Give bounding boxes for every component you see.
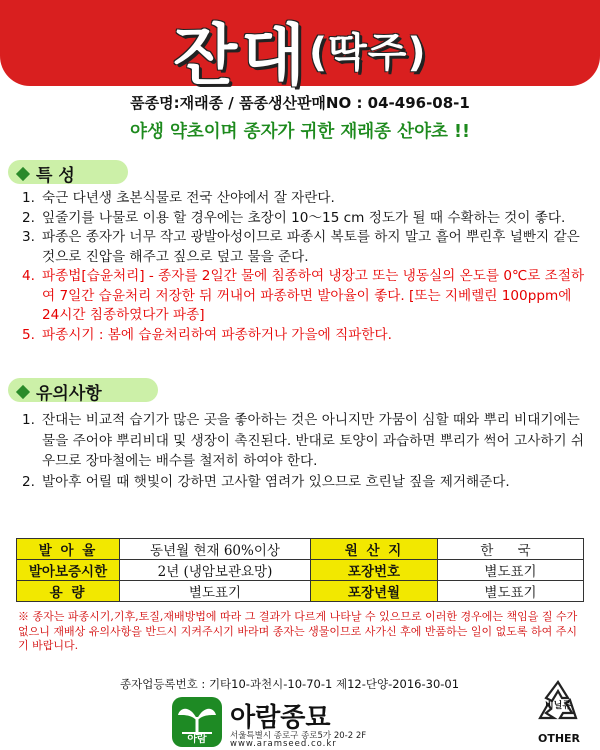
company-url: www.aramseed.co.kr xyxy=(230,739,337,749)
feature-num: 5. xyxy=(22,326,35,343)
caution-item-1 xyxy=(22,410,586,472)
cautions-heading-label: 유의사항 xyxy=(36,384,102,404)
table-label: 발 아 율 xyxy=(17,539,120,560)
disclaimer-notice: ※ 종자는 파종시기,기후,토질,재배방법에 따라 그 결과가 다르게 나타날 수 있으므로 이러한 경우에는 책임을 질 수가 없으니 재배상 유의사항을 반드시 지켜주시기 바라며 종자는 생물이므로 사가신 후에 반품하는 일이 없도록 하여 주시기 바랍니다. xyxy=(18,610,578,652)
diamond-icon xyxy=(16,385,30,399)
company-logo xyxy=(172,697,222,747)
title-sub: (딱주) xyxy=(308,30,427,76)
brand-name: 아람종묘 xyxy=(230,703,331,733)
caution-text: 발아후 어릴 때 햇빛이 강하면 고사할 염려가 있으므로 흐린날 짚을 제거해준다. xyxy=(42,473,510,490)
table-value: 2년 (냉암보관요망) xyxy=(120,560,311,581)
table-value: 동년월 현재 60%이상 xyxy=(120,539,311,560)
table-value: 별도표기 xyxy=(438,560,584,581)
table-value: 별도표기 xyxy=(438,581,584,602)
feature-num: 3. xyxy=(22,229,35,245)
feature-item-1 xyxy=(22,189,586,209)
table-label: 용 량 xyxy=(17,581,120,602)
features-heading-label: 특 성 xyxy=(36,166,75,186)
feature-text: 파종법[습윤처리] - 종자를 2일간 물에 침종하여 냉장고 또는 냉동실의 온도를 0℃로 조절하여 7일간 습윤처리 저장한 뒤 꺼내어 파종하면 발아율이 좋다. [또는 지베렐린 100ppm에 24시간 침종하였다가 파종] xyxy=(42,268,585,323)
table-label: 포장번호 xyxy=(311,560,438,581)
feature-num: 1. xyxy=(22,190,35,206)
feature-item-4 xyxy=(22,267,586,326)
caution-text: 잔대는 비교적 습기가 많은 곳을 좋아하는 것은 아니지만 가뭄이 심할 때와 뿌리 비대기에는 물을 주어야 뿌리비대 및 생장이 촉진된다. 반대로 토양이 과습하면 뿌리가 썩어 고사하기 쉬우므로 장마철에는 배수를 철저히 하여야 한다. xyxy=(42,412,585,469)
recycle-other-label: OTHER xyxy=(537,732,581,745)
feature-num: 4. xyxy=(22,268,35,284)
feature-text: 잎줄기를 나물로 이용 할 경우에는 초장이 10～15 cm 정도가 될 때 수확하는 것이 좋다. xyxy=(42,209,566,226)
cautions-heading xyxy=(18,379,102,404)
caution-item-2 xyxy=(22,472,586,493)
table-row xyxy=(17,581,584,602)
feature-text: 파종은 종자가 너무 작고 광발아성이므로 파종시 복토를 하지 말고 흘어 뿌린후 널빤지 같은 것으로 진압을 해주고 짚으로 덮고 물을 준다. xyxy=(42,229,580,265)
tagline: 야생 약초이며 종자가 귀한 재래종 산야초 !! xyxy=(130,122,470,142)
feature-item-2 xyxy=(22,209,586,229)
caution-num: 1. xyxy=(22,412,35,428)
title-main: 잔대 xyxy=(173,17,309,94)
recycle-label: 비닐류 xyxy=(544,701,572,711)
feature-text: 파종시기 : 봄에 습윤처리하여 파종하거나 가을에 직파한다. xyxy=(42,326,392,343)
table-row xyxy=(17,539,584,560)
recycle-icon xyxy=(532,678,584,730)
diamond-icon xyxy=(16,167,30,181)
variety-line: 품종명:재래종 / 품종생산판매NO : 04-496-08-1 xyxy=(130,94,470,112)
feature-text: 숙근 다년생 초본식물로 전국 산야에서 잘 자란다. xyxy=(42,190,335,206)
table-label: 원 산 지 xyxy=(311,539,438,560)
features-heading xyxy=(18,161,75,186)
registration-number: 종자업등록번호 : 기타10-과천시-10-70-1 제12-단양-2016-30-01 xyxy=(120,677,460,691)
table-value: 한 국 xyxy=(438,539,584,560)
table-row xyxy=(17,560,584,581)
feature-item-3 xyxy=(22,228,586,267)
caution-num: 2. xyxy=(22,473,35,490)
feature-num: 2. xyxy=(22,209,35,226)
table-value: 별도표기 xyxy=(120,581,311,602)
table-label: 포장년월 xyxy=(311,581,438,602)
product-title xyxy=(0,2,600,97)
feature-item-5 xyxy=(22,326,586,346)
company-address: 서울특별시 종로구 종로5가 20-2 2F xyxy=(230,731,367,741)
features-list xyxy=(22,189,586,345)
cautions-list xyxy=(22,410,586,492)
logo-text: 아람 xyxy=(187,734,207,745)
table-label: 발아보증시한 xyxy=(17,560,120,581)
info-table xyxy=(16,538,584,602)
